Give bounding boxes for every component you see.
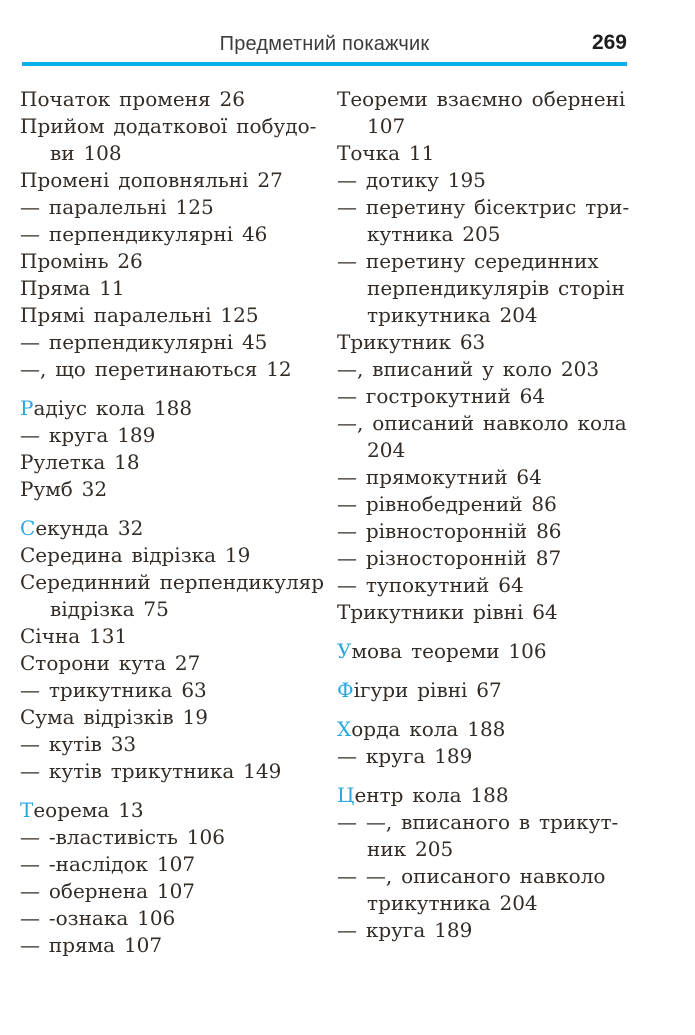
index-line: Умова теореми 106 [337, 639, 547, 663]
index-line: — рівносторонній 86 [337, 519, 562, 543]
index-entry [337, 572, 682, 599]
index-entry [337, 167, 682, 194]
index-line: Початок променя 26 [20, 87, 245, 111]
index-line: Середина відрізка 19 [20, 543, 251, 567]
index-line: Січна 131 [20, 624, 128, 648]
index-line: ви 108 [50, 141, 122, 165]
index-line: — гострокутний 64 [337, 384, 546, 408]
index-entry [20, 569, 330, 623]
index-line: Сума відрізків 19 [20, 705, 208, 729]
index-entry [20, 221, 330, 248]
index-entry [20, 623, 330, 650]
page-number: 269 [591, 31, 627, 54]
index-line: Точка 11 [337, 141, 435, 165]
index-line: — круга 189 [337, 918, 473, 942]
index-line: Промінь 26 [20, 249, 143, 273]
index-line: Серединний перпендикуляр [20, 570, 325, 594]
index-entry [20, 275, 330, 302]
index-line: — -ознака 106 [20, 906, 176, 930]
index-entry [337, 743, 682, 770]
lead-letter: Ф [337, 678, 354, 702]
index-line: — пряма 107 [20, 933, 163, 957]
index-entry [337, 491, 682, 518]
index-group [337, 716, 682, 770]
index-entry [20, 194, 330, 221]
index-line: —, описаний навколо кола [337, 411, 627, 435]
index-entry [20, 395, 330, 422]
index-entry [337, 410, 682, 464]
index-line: — прямокутний 64 [337, 465, 542, 489]
index-line: — кутів 33 [20, 732, 137, 756]
index-entry [337, 863, 682, 917]
index-line: Промені доповняльні 27 [20, 168, 283, 192]
index-line: Рулетка 18 [20, 450, 140, 474]
index-entry [20, 878, 330, 905]
index-entry [20, 449, 330, 476]
index-line: Румб 32 [20, 477, 108, 501]
lead-letter: С [20, 516, 36, 540]
index-entry [20, 476, 330, 503]
index-line: — -наслідок 107 [20, 852, 196, 876]
index-entry [20, 356, 330, 383]
index-line: — круга 189 [20, 423, 156, 447]
index-entry [20, 422, 330, 449]
index-entry [20, 302, 330, 329]
index-entry [20, 167, 330, 194]
index-entry [20, 758, 330, 785]
index-line: — перетину серединних [337, 249, 599, 273]
index-line: —, що перетинаються 12 [20, 357, 292, 381]
index-group [20, 395, 330, 503]
index-entry [20, 248, 330, 275]
index-line: — дотику 195 [337, 168, 486, 192]
index-line: трикутника 204 [367, 303, 538, 327]
index-entry [337, 518, 682, 545]
index-entry [20, 677, 330, 704]
index-column-right [337, 86, 682, 944]
index-entry [20, 113, 330, 167]
index-line: перпендикулярів сторін [367, 276, 625, 300]
index-entry [337, 782, 682, 809]
index-entry [337, 329, 682, 356]
index-line: кутника 205 [367, 222, 501, 246]
index-line: — паралельні 125 [20, 195, 214, 219]
index-line: — кутів трикутника 149 [20, 759, 282, 783]
index-entry [337, 716, 682, 743]
index-line: — перетину бісектрис три- [337, 195, 630, 219]
index-entry [337, 356, 682, 383]
index-line: Секунда 32 [20, 516, 144, 540]
index-entry [337, 464, 682, 491]
index-group [20, 86, 330, 383]
index-entry [337, 917, 682, 944]
index-entry [20, 704, 330, 731]
index-line: Прямі паралельні 125 [20, 303, 259, 327]
index-entry [337, 86, 682, 140]
index-line: — круга 189 [337, 744, 473, 768]
lead-letter: Р [20, 396, 34, 420]
index-entry [337, 383, 682, 410]
index-group [20, 515, 330, 785]
index-entry [20, 824, 330, 851]
index-entry [337, 677, 682, 704]
index-entry [20, 731, 330, 758]
index-group [337, 677, 682, 704]
index-group [337, 638, 682, 665]
index-entry [20, 905, 330, 932]
index-entry [337, 194, 682, 248]
index-line: Радіус кола 188 [20, 396, 193, 420]
index-column-left [20, 86, 330, 959]
index-line: Теореми взаємно обернені [337, 87, 626, 111]
index-group [337, 86, 682, 626]
index-line: відрізка 75 [50, 597, 169, 621]
index-line: Теорема 13 [20, 798, 144, 822]
index-line: Хорда кола 188 [337, 717, 506, 741]
index-line: 204 [367, 438, 406, 462]
index-line: — перпендикулярні 46 [20, 222, 268, 246]
index-entry [20, 329, 330, 356]
index-line: — —, вписаного в трикут- [337, 810, 619, 834]
index-entry [337, 599, 682, 626]
index-line: Пряма 11 [20, 276, 125, 300]
lead-letter: Ц [337, 783, 355, 807]
index-line: Фігури рівні 67 [337, 678, 502, 702]
index-line: — тупокутний 64 [337, 573, 524, 597]
lead-letter: Т [20, 798, 34, 822]
index-group [337, 782, 682, 944]
index-line: трикутника 204 [367, 891, 538, 915]
index-line: — перпендикулярні 45 [20, 330, 268, 354]
index-line: Трикутники рівні 64 [337, 600, 558, 624]
index-line: —, вписаний у коло 203 [337, 357, 600, 381]
lead-letter: У [337, 639, 352, 663]
index-line: — обернена 107 [20, 879, 196, 903]
index-entry [20, 932, 330, 959]
index-line: Трикутник 63 [337, 330, 486, 354]
index-entry [20, 515, 330, 542]
index-entry [20, 851, 330, 878]
index-entry [337, 140, 682, 167]
index-line: — трикутника 63 [20, 678, 207, 702]
index-line: — різносторонній 87 [337, 546, 562, 570]
index-entry [20, 797, 330, 824]
index-line: ник 205 [367, 837, 454, 861]
index-entry [20, 86, 330, 113]
index-entry [337, 545, 682, 572]
index-line: Центр кола 188 [337, 783, 509, 807]
page-title: Предметний покажчик [219, 33, 430, 55]
index-entry [20, 650, 330, 677]
lead-letter: Х [337, 717, 352, 741]
index-line: Сторони кута 27 [20, 651, 201, 675]
index-group [20, 797, 330, 959]
index-line: — —, описаного навколо [337, 864, 606, 888]
index-line: — рівнобедрений 86 [337, 492, 557, 516]
index-entry [337, 809, 682, 863]
index-line: — -властивість 106 [20, 825, 225, 849]
index-line: Прийом додаткової побудо- [20, 114, 317, 138]
header-rule [22, 62, 627, 66]
index-line: 107 [367, 114, 406, 138]
index-entry [337, 638, 682, 665]
index-entry [20, 542, 330, 569]
index-entry [337, 248, 682, 329]
